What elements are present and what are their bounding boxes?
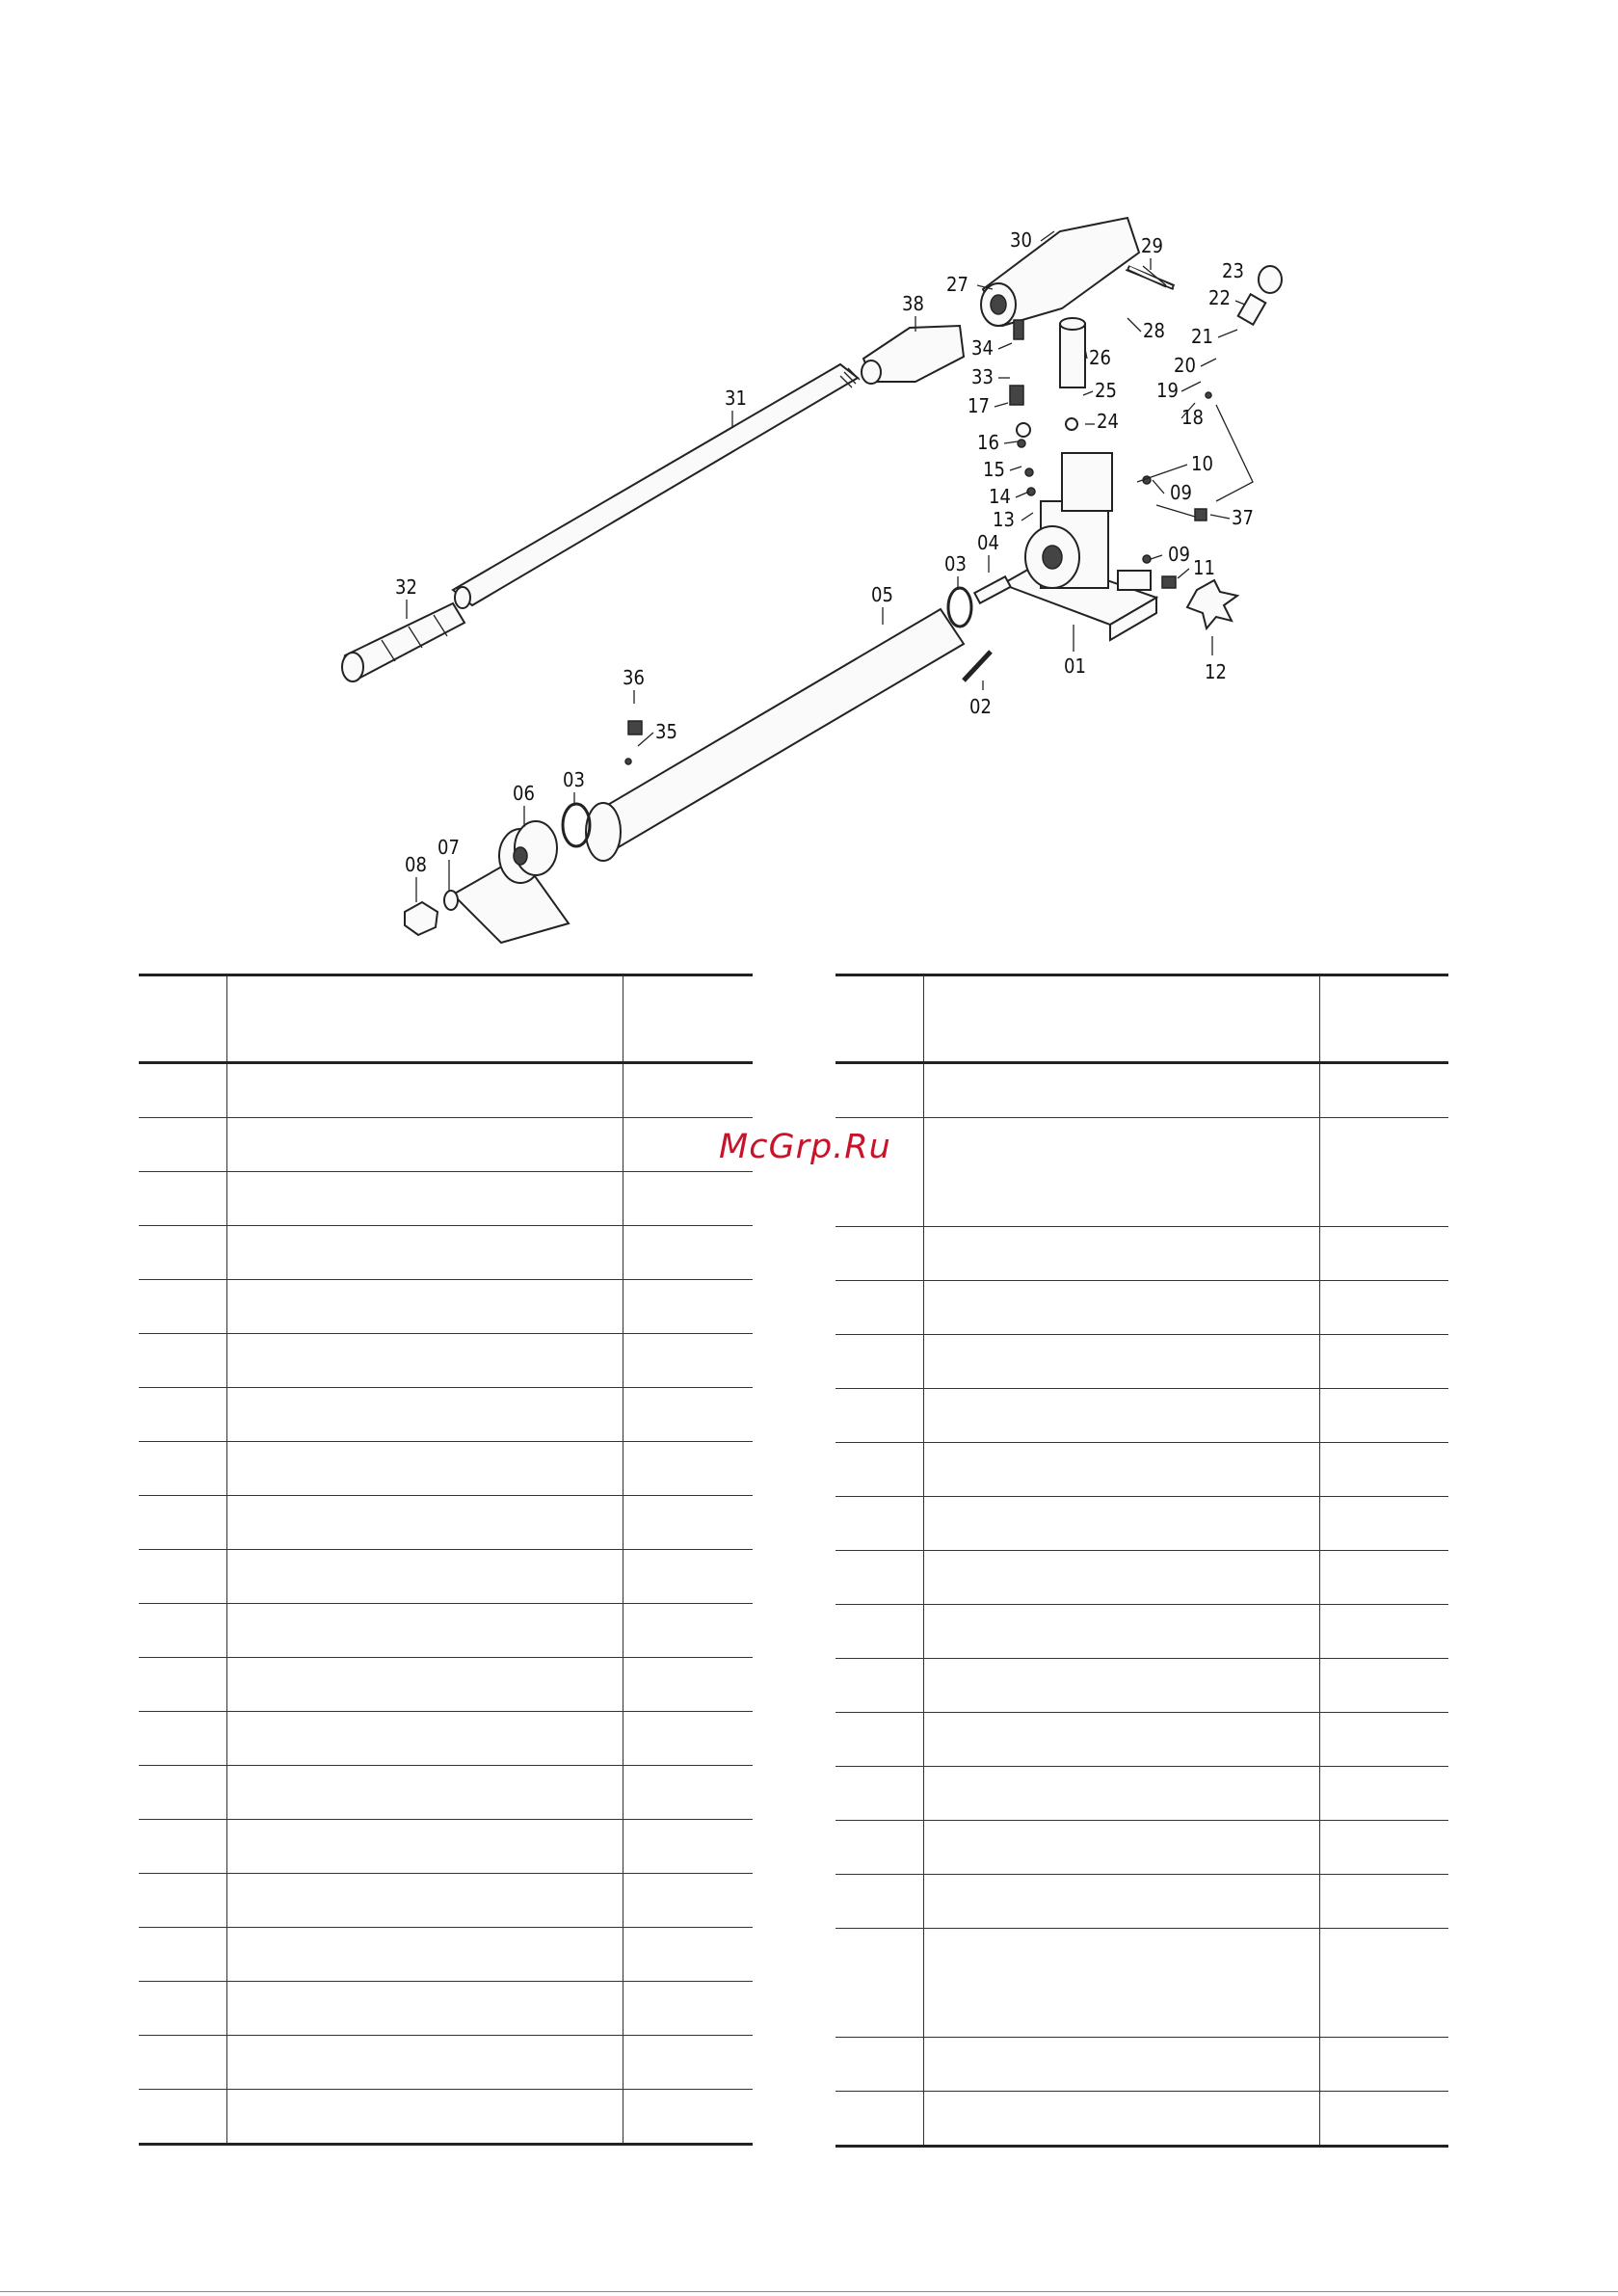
table-cell <box>226 1280 623 1334</box>
table-row <box>139 1063 753 1118</box>
table-row <box>139 1388 753 1442</box>
table-row <box>836 1551 1448 1605</box>
table-cell <box>226 1388 623 1442</box>
table-cell <box>226 1982 623 2036</box>
label-18: 18 <box>1181 406 1204 429</box>
table-cell <box>836 1929 923 2038</box>
table-cell <box>1319 1227 1448 1281</box>
header-cell <box>139 975 226 1063</box>
label-19: 19 <box>1156 379 1179 402</box>
table-cell <box>139 1226 226 1280</box>
table-cell <box>139 1658 226 1712</box>
table-row <box>836 1497 1448 1551</box>
table-cell <box>139 1712 226 1766</box>
table-cell <box>226 1334 623 1388</box>
table-row <box>139 1280 753 1334</box>
label-02: 02 <box>969 695 992 718</box>
table-cell <box>226 1118 623 1172</box>
parts-table-left <box>139 974 753 2146</box>
table-cell <box>1319 1875 1448 1929</box>
label-38: 38 <box>902 292 924 315</box>
table-cell <box>623 1280 753 1334</box>
release-knob <box>1187 580 1237 628</box>
table-cell <box>226 2090 623 2145</box>
table-cell <box>226 1442 623 1496</box>
table-cell <box>1319 1389 1448 1443</box>
table-cell <box>139 1388 226 1442</box>
table-row <box>139 1658 753 1712</box>
table-cell <box>923 1929 1319 2038</box>
table-cell <box>139 1118 226 1172</box>
table-row <box>836 1063 1448 1118</box>
table-cell <box>623 1550 753 1604</box>
table-row <box>836 1929 1448 2038</box>
label-07: 07 <box>438 836 460 859</box>
label-14: 14 <box>989 485 1011 508</box>
table-cell <box>1319 1605 1448 1659</box>
table-cell <box>623 1712 753 1766</box>
label-01: 01 <box>1064 654 1086 678</box>
table-cell <box>623 1496 753 1550</box>
table-cell <box>1319 1063 1448 1118</box>
valve-cap <box>1238 266 1282 325</box>
label-03-lower: 03 <box>563 768 585 791</box>
table-cell <box>923 2092 1319 2147</box>
table-cell <box>836 2092 923 2147</box>
table-cell <box>923 1063 1319 1118</box>
table-cell <box>139 1766 226 1820</box>
table-row <box>139 1604 753 1658</box>
label-32: 32 <box>395 575 417 599</box>
table-row <box>836 1767 1448 1821</box>
table-row <box>139 1928 753 1982</box>
table-cell <box>923 1605 1319 1659</box>
table-cell <box>1319 2038 1448 2092</box>
label-28: 28 <box>1143 319 1165 342</box>
header-cell <box>226 975 623 1063</box>
table-cell <box>923 1389 1319 1443</box>
label-23: 23 <box>1222 259 1244 282</box>
table-cell <box>623 1388 753 1442</box>
end-nut <box>405 891 458 935</box>
label-09-lower: 09 <box>1168 543 1190 566</box>
small-parts <box>625 320 1211 764</box>
table-cell <box>623 2090 753 2145</box>
table-cell <box>1319 1497 1448 1551</box>
table-row <box>836 1821 1448 1875</box>
table-row <box>836 1281 1448 1335</box>
table-cell <box>923 1118 1319 1227</box>
reservoir-cylinder <box>586 609 964 861</box>
label-24: 24 <box>1097 410 1119 433</box>
table-cell <box>623 1172 753 1226</box>
label-21: 21 <box>1191 325 1213 348</box>
table-cell <box>226 1172 623 1226</box>
table-row <box>139 1172 753 1226</box>
table-cell <box>923 1767 1319 1821</box>
label-03-upper: 03 <box>944 552 967 575</box>
table-cell <box>1319 1821 1448 1875</box>
table-cell <box>836 1443 923 1497</box>
table-row <box>836 2038 1448 2092</box>
table-cell <box>623 1766 753 1820</box>
table-cell <box>226 1496 623 1550</box>
label-31: 31 <box>725 387 747 410</box>
table-row <box>139 2036 753 2090</box>
table-row <box>836 1659 1448 1713</box>
table-cell <box>923 1713 1319 1767</box>
table-header-row <box>836 975 1448 1063</box>
table-cell <box>139 1063 226 1118</box>
table-cell <box>139 1442 226 1496</box>
table-cell <box>139 2036 226 2090</box>
table-cell <box>226 1550 623 1604</box>
parts-table-right <box>836 974 1448 2148</box>
threaded-rod <box>974 576 1010 602</box>
table-cell <box>1319 1335 1448 1389</box>
table-cell <box>836 2038 923 2092</box>
handle-grip <box>342 603 464 681</box>
table-cell <box>226 1226 623 1280</box>
table-cell <box>139 1820 226 1874</box>
table-row <box>836 1227 1448 1281</box>
table-cell <box>139 1982 226 2036</box>
table-cell <box>139 1496 226 1550</box>
table-header-row <box>139 975 753 1063</box>
table-cell <box>836 1281 923 1335</box>
table-row <box>139 1874 753 1928</box>
seal-ring-upper <box>948 588 971 627</box>
label-34: 34 <box>971 336 994 360</box>
label-08: 08 <box>405 853 427 876</box>
table-cell <box>836 1713 923 1767</box>
table-row <box>139 1442 753 1496</box>
table-cell <box>623 1063 753 1118</box>
table-row <box>139 1226 753 1280</box>
table-cell <box>226 1928 623 1982</box>
table-cell <box>623 1604 753 1658</box>
table-cell <box>226 2036 623 2090</box>
table-cell <box>1319 1443 1448 1497</box>
label-25: 25 <box>1095 379 1117 402</box>
table-cell <box>139 2090 226 2145</box>
table-row <box>836 1443 1448 1497</box>
lever-head <box>981 218 1139 326</box>
table-cell <box>923 1875 1319 1929</box>
label-33: 33 <box>971 365 994 388</box>
table-cell <box>923 2038 1319 2092</box>
label-37: 37 <box>1232 506 1254 529</box>
exploded-parts-diagram <box>0 0 1618 964</box>
table-cell <box>836 1605 923 1659</box>
table-row <box>836 1713 1448 1767</box>
table-cell <box>836 1767 923 1821</box>
label-16: 16 <box>977 431 999 454</box>
label-29: 29 <box>1141 234 1163 257</box>
label-05: 05 <box>871 583 893 606</box>
table-cell <box>623 1226 753 1280</box>
table-cell <box>923 1659 1319 1713</box>
table-cell <box>226 1874 623 1928</box>
table-cell <box>1319 1659 1448 1713</box>
label-11: 11 <box>1193 556 1215 579</box>
table-row <box>139 1820 753 1874</box>
table-row <box>836 1605 1448 1659</box>
bolt <box>964 652 991 681</box>
table-cell <box>923 1281 1319 1335</box>
table-cell <box>623 1442 753 1496</box>
table-row <box>139 1766 753 1820</box>
header-cell <box>923 975 1319 1063</box>
label-13: 13 <box>993 508 1015 531</box>
table-cell <box>139 1550 226 1604</box>
table-cell <box>836 1551 923 1605</box>
table-cell <box>623 2036 753 2090</box>
table-cell <box>836 1497 923 1551</box>
coupling <box>862 326 964 384</box>
label-26: 26 <box>1089 346 1111 369</box>
table-row <box>836 1118 1448 1227</box>
table-row <box>139 1712 753 1766</box>
table-row <box>836 1335 1448 1389</box>
header-cell <box>836 975 923 1063</box>
label-10: 10 <box>1191 452 1213 475</box>
table-cell <box>226 1766 623 1820</box>
table-cell <box>923 1497 1319 1551</box>
label-12: 12 <box>1205 660 1227 683</box>
table-row <box>836 1875 1448 1929</box>
table-cell <box>623 1928 753 1982</box>
label-04: 04 <box>977 531 999 554</box>
table-cell <box>836 1335 923 1389</box>
label-36: 36 <box>623 666 645 689</box>
table-cell <box>836 1063 923 1118</box>
table-row <box>139 1550 753 1604</box>
table-cell <box>923 1335 1319 1389</box>
table-cell <box>836 1659 923 1713</box>
end-cap <box>453 821 569 943</box>
table-cell <box>226 1658 623 1712</box>
footer-divider <box>0 2291 1618 2292</box>
handle-tube <box>453 364 860 608</box>
label-06: 06 <box>513 782 535 805</box>
pins <box>1126 266 1174 289</box>
table-cell <box>1319 1713 1448 1767</box>
table-cell <box>923 1227 1319 1281</box>
plunger <box>1060 318 1085 387</box>
table-cell <box>923 1551 1319 1605</box>
label-15: 15 <box>983 458 1005 481</box>
table-cell <box>623 1658 753 1712</box>
table-cell <box>139 1604 226 1658</box>
table-cell <box>923 1821 1319 1875</box>
table-cell <box>623 1982 753 2036</box>
table-cell <box>139 1874 226 1928</box>
label-20: 20 <box>1174 354 1196 377</box>
table-cell <box>226 1063 623 1118</box>
table-row <box>139 1334 753 1388</box>
table-cell <box>836 1821 923 1875</box>
table-cell <box>836 1875 923 1929</box>
table-cell <box>1319 1767 1448 1821</box>
table-cell <box>139 1172 226 1226</box>
table-cell <box>139 1334 226 1388</box>
label-09-upper: 09 <box>1170 481 1192 504</box>
header-cell <box>623 975 753 1063</box>
table-cell <box>1319 2092 1448 2147</box>
table-cell <box>623 1334 753 1388</box>
table-cell <box>226 1604 623 1658</box>
label-30: 30 <box>1010 228 1032 252</box>
table-row <box>139 2090 753 2145</box>
label-17: 17 <box>968 394 990 417</box>
label-35: 35 <box>655 720 677 743</box>
table-cell <box>836 1389 923 1443</box>
table-cell <box>623 1820 753 1874</box>
table-cell <box>139 1928 226 1982</box>
table-cell <box>226 1820 623 1874</box>
table-row <box>139 1496 753 1550</box>
table-row <box>139 1982 753 2036</box>
table-cell <box>923 1443 1319 1497</box>
table-row <box>836 2092 1448 2147</box>
table-row <box>139 1118 753 1172</box>
header-cell <box>1319 975 1448 1063</box>
table-cell <box>623 1874 753 1928</box>
pump-body <box>1002 453 1156 640</box>
table-cell <box>1319 1551 1448 1605</box>
table-cell <box>1319 1118 1448 1227</box>
table-cell <box>1319 1281 1448 1335</box>
table-cell <box>1319 1929 1448 2038</box>
watermark: McGrp.Ru <box>719 1128 891 1166</box>
table-row <box>836 1389 1448 1443</box>
table-cell <box>139 1280 226 1334</box>
label-22: 22 <box>1208 286 1231 309</box>
table-cell <box>836 1227 923 1281</box>
table-cell <box>226 1712 623 1766</box>
label-27: 27 <box>946 273 968 296</box>
